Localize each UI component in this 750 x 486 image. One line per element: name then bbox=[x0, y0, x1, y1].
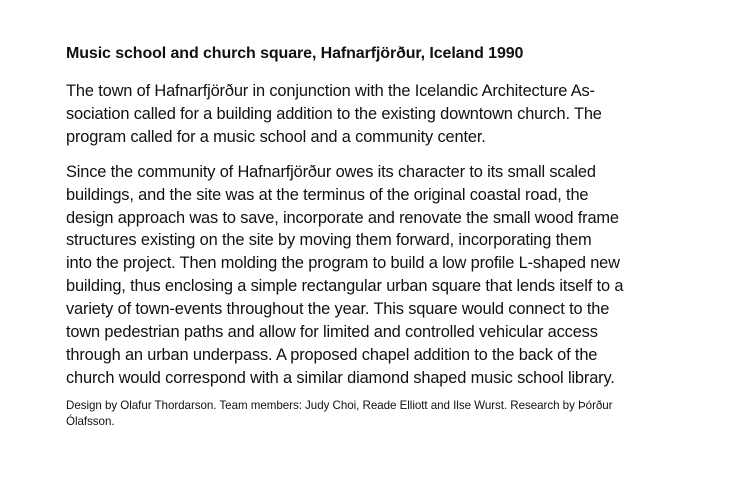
document-title: Music school and church square, Hafnarfjörður, Iceland 1990 bbox=[66, 45, 524, 62]
paragraph-line: buildings, and the site was at the terminus of the original coastal road, the bbox=[66, 185, 589, 204]
credits-text bbox=[66, 398, 706, 431]
paragraph-line: building, thus enclosing a simple rectangular urban square that lends itself to a bbox=[66, 277, 624, 296]
paragraph-line: through an urban underpass. A proposed chapel addition to the back of the bbox=[66, 345, 598, 364]
paragraph-line: The town of Hafnarfjörður in conjunction with the Icelandic Architecture As- bbox=[66, 82, 595, 100]
paragraph-line: Since the community of Hafnarfjörður owes its character to its small scaled bbox=[66, 162, 596, 181]
intro-paragraph bbox=[66, 80, 706, 149]
credits-line: Ólafsson. bbox=[66, 415, 115, 429]
paragraph-line: variety of town-events throughout the year. This square would connect to the bbox=[66, 300, 610, 319]
credits-line: Design by Olafur Thordarson. Team members: Judy Choi, Reade Elliott and Ilse Wurst. Research by Þórður bbox=[66, 398, 613, 412]
paragraph-line: into the project. Then molding the program to build a low profile L-shaped new bbox=[66, 254, 620, 273]
paragraph-line: church would correspond with a similar diamond shaped music school library. bbox=[66, 368, 615, 387]
paragraph-line: structures existing on the site by moving them forward, incorporating them bbox=[66, 231, 592, 250]
paragraph-line: design approach was to save, incorporate and renovate the small wood frame bbox=[66, 208, 619, 227]
paragraph-line: program called for a music school and a community center. bbox=[66, 127, 486, 146]
paragraph-line: town pedestrian paths and allow for limited and controlled vehicular access bbox=[66, 323, 598, 342]
description-paragraph bbox=[66, 161, 706, 390]
document-page bbox=[66, 44, 706, 431]
paragraph-line: sociation called for a building addition to the existing downtown church. The bbox=[66, 104, 602, 123]
